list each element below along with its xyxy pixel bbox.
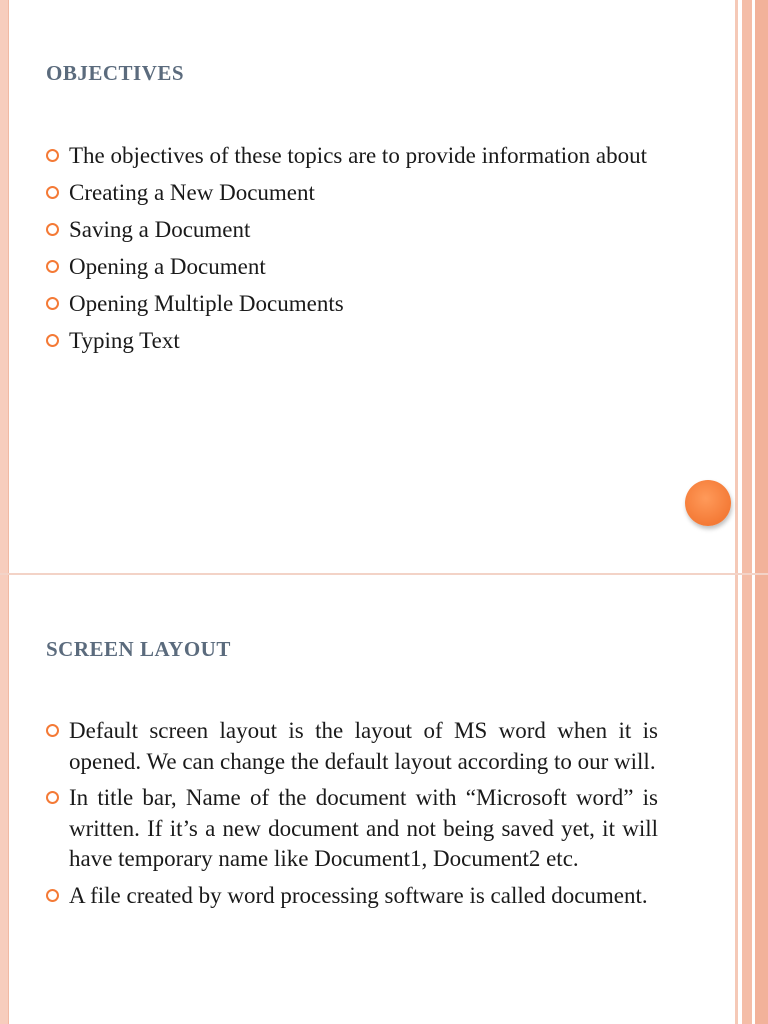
list-item: [46, 881, 658, 912]
slide-title: OBJECTIVES: [46, 61, 185, 85]
orange-circle-marker-icon: [685, 480, 731, 526]
hollow-circle-bullet-icon: [46, 186, 59, 199]
slide-right-border-stripe: [755, 575, 768, 1024]
bullet-text: Opening Multiple Documents: [69, 291, 344, 316]
hollow-circle-bullet-icon: [46, 223, 59, 236]
slide-left-border: [0, 575, 8, 1024]
bullet-text: Typing Text: [69, 328, 180, 353]
bullet-text: In title bar, Name of the document with “Microsoft word” is written. If it’s a new document and not being saved yet, it will have temporary name like Document1, Document2 etc.: [69, 785, 658, 871]
list-item: [46, 289, 658, 320]
hollow-circle-bullet-icon: [46, 297, 59, 310]
bullet-text: The objectives of these topics are to provide information about: [69, 143, 648, 168]
slide-right-border-stripe: [742, 575, 752, 1024]
slide-screen-layout: [0, 575, 768, 1024]
hollow-circle-bullet-icon: [46, 260, 59, 273]
list-item: [46, 326, 658, 357]
slide-left-border: [0, 0, 8, 575]
list-item: [46, 178, 658, 209]
list-item: [46, 716, 658, 777]
hollow-circle-bullet-icon: [46, 791, 59, 804]
hollow-circle-bullet-icon: [46, 334, 59, 347]
bullet-text: A file created by word processing software is called document.: [69, 882, 648, 908]
bullet-text: Creating a New Document: [69, 180, 315, 205]
list-item: [46, 252, 658, 283]
list-item: [46, 141, 658, 172]
hollow-circle-bullet-icon: [46, 889, 59, 902]
bullet-text: Default screen layout is the layout of MS word when it is opened. We can change the default layout according to our will.: [69, 718, 658, 774]
bullet-list: [46, 716, 658, 917]
list-item: [46, 215, 658, 246]
slide-right-border-stripe: [755, 0, 768, 575]
slide-right-border-stripe: [742, 0, 752, 575]
bullet-text: Opening a Document: [69, 254, 266, 279]
list-item: [46, 783, 658, 875]
bullet-list: [46, 141, 658, 363]
hollow-circle-bullet-icon: [46, 149, 59, 162]
slide-title: SCREEN LAYOUT: [46, 637, 231, 661]
bullet-text: Saving a Document: [69, 217, 251, 242]
hollow-circle-bullet-icon: [46, 724, 59, 737]
